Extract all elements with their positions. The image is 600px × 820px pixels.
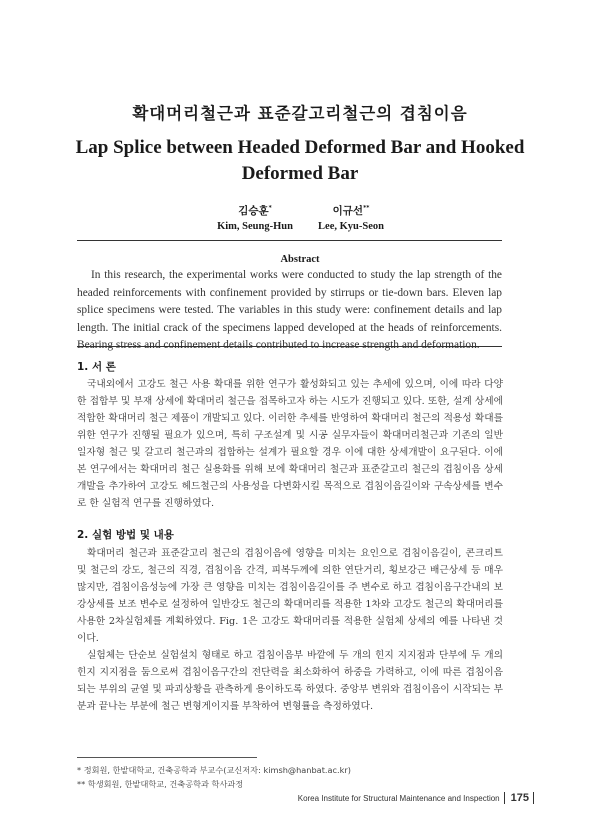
page-number: 175 [504,792,534,804]
paragraph: 실험체는 단순보 실험설치 형태로 하고 겹침이음부 바깥에 두 개의 힌지 지지점과 단부에 두 개의 힌지 지지점을 둠으로써 겹침이음구간의 전단력을 최소화하여 하중을 가력하고, 이에 따른 겹침이음되는 부위의 균열 및 파괴상황을 관측하게 용이하도록 하였다. 중앙부 변위와 겹침이음이 시작되는 부분과 끝나는 부분에 철근 변형게이지를 부착하여 변형률을 측정하였다. [77,650,503,712]
author-1-name-en: Kim, Seung-Hun [217,221,293,232]
section-body-methods [77,545,503,715]
section-heading-methods: 2. 실험 방법 및 내용 [77,529,174,541]
author-2-mark: ** [363,204,370,212]
author-1-name-ko: 김승훈 [238,205,269,217]
author-2-name-en: Lee, Kyu-Seon [318,221,384,232]
abstract-text: In this research, the experimental works were conducted to study the lap strength of the headed reinforcements with confinement provided by stirrups or tie-down bars. Eleven lap splice specimens were tested. The variables in this study were: confinement details and lap length. The initial crack of the specimens lapped developed at the heads of reinforcements. Bearing stress and confinement details contributed to increase strength and deformation. [77,269,502,351]
author-2 [291,203,411,232]
paragraph: 확대머리 철근과 표준갈고리 철근의 겹침이음에 영향을 미치는 요인으로 겹침이음길이, 콘크리트 및 철근의 강도, 철근의 직경, 겹침이음 간격, 피복두께에 의한 연단거리, 횡보강근 배근상세 등 매우 많지만, 겹침이음성능에 가장 큰 영향을 미치는 겹침이음길이를 주 변수로 하고 겹침이음구간내의 보강상세를 보조 변수로 설정하여 일반강도 철근의 확대머리를 적용한 1차와 고강도 철근의 확대머리를 사용한 2차실험체를 계획하였다. Fig. 1은 고강도 확대머리를 적용한 실험체 상세의 예를 나타낸 것이다. [77,548,503,644]
paragraph: 국내외에서 고강도 철근 사용 확대를 위한 연구가 활성화되고 있는 추세에 있으며, 이에 따라 다양한 접합부 및 부재 상세에 확대머리 철근을 접목하고자 하는 시도가 진행되고 있다. 또한, 설계 상세에 적합한 확대머리 철근 제품이 개발되고 있다. 이러한 추세를 반영하여 확대머리 철근의 적용성 확대를 위한 연구가 진행될 필요가 있으며, 특히 구조설계 및 시공 실무자들이 확대머리철근과 기존의 일반 일자형 철근 및 갈고리 철근과의 접합하는 설계가 필요할 경우 이에 대한 상세개발이 요구된다. 이에 본 연구에서는 확대머리 철근 실용화를 위해 보에 확대머리 철근과 표준갈고리 철근의 겹침이음 상세 개발을 추가하여 고강도 헤드철근의 사용성을 다변화시킬 목적으로 겹침이음길이와 구속상세를 변수로 한 실험적 연구를 진행하였다. [77,379,503,509]
footnote-1: * 정회원, 한밭대학교, 건축공학과 부교수(교신저자: kimsh@hanbat.ac.kr) [77,765,351,775]
author-2-name-ko: 이규선 [332,205,364,217]
title-korean: 확대머리철근과 표준갈고리철근의 겹침이음 [132,104,468,123]
title-english: Lap Splice between Headed Deformed Bar and Hooked Deformed Bar [75,137,525,184]
divider-rule [77,240,502,241]
page-footer [298,792,534,804]
footnote-rule [77,757,257,758]
divider-rule [77,346,502,347]
journal-name: Korea Institute for Structural Maintenance and Inspection [297,794,500,803]
footnote-2: ** 학생회원, 한밭대학교, 건축공학과 학사과정 [77,779,244,789]
section-heading-introduction: 1. 서 론 [77,361,116,373]
abstract-body [77,267,502,355]
section-body-introduction [77,376,503,512]
abstract-heading: Abstract [280,254,320,265]
footnotes [77,763,351,791]
author-1-mark: * [268,204,272,212]
